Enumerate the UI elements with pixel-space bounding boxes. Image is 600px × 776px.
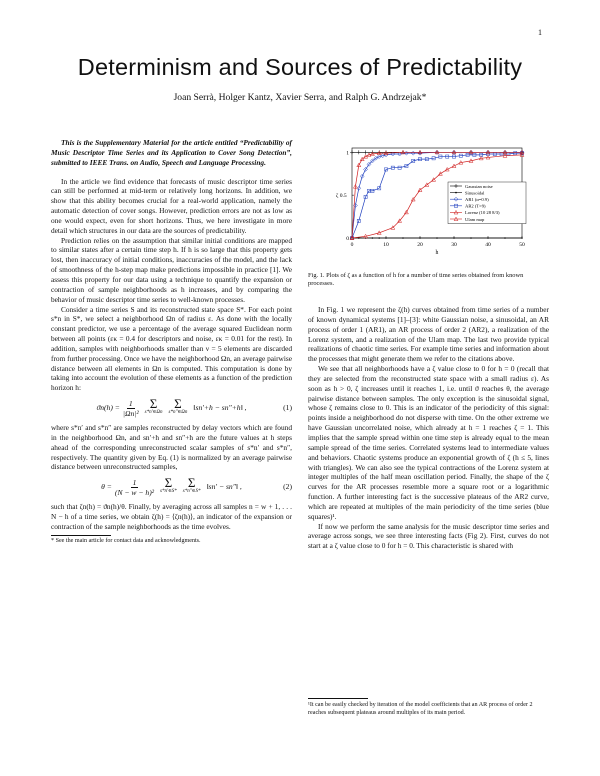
- paragraph-fig-description: In Fig. 1 we represent the ζ(h) curves obtained from time series of a number of known dynamical systems [1]–[3]: white Gaussian noise, a sinusoidal, an AR process of order 1 (AR1), an AR process of order 2 (AR2), a realization of the Lorenz system, and a realization of the Ulam map. The last two provide typical realizations of chaotic time series. For example time series and information about the processes that might generate them we refer to the citations above.: [308, 305, 549, 364]
- plus-marker: [357, 150, 361, 154]
- eq2-sum-index-1: s*n′∈S*: [160, 489, 177, 495]
- eq1-fraction: [123, 399, 139, 418]
- eq1-number: (1): [283, 403, 292, 413]
- footnote-rule: [51, 535, 111, 536]
- x-tick-label: 20: [417, 242, 423, 248]
- footnote-rule: [308, 698, 368, 699]
- plus-marker: [364, 150, 368, 154]
- eq1-sum-index-2: s*n″∈Ωn: [168, 410, 188, 416]
- paper-title: Determinism and Sources of Predictability: [77, 54, 523, 80]
- legend-entry: Ulam map: [465, 216, 485, 222]
- paragraph-method: Consider a time series S and its reconstructed state space S*. For each point s*n in S*, we select a neighborhood Ωn of radius ε. As done with the locally constant predictor, we use a percentage of the average squared Euclidean norm between all points (εκ = 0.4 for descriptors and noise, εκ = 0.01 for the rest). In addition, samples with neighborhoods smaller than ν = 5 elements are discarded from further processing. Once we have the neighborhood Ωn, an average pairwise distance between all elements in Ωn is computed. This computation is done by taking into account the evolution of these elements as a function of the prediction horizon h:: [51, 304, 292, 393]
- eq2-numerator: 1: [132, 477, 137, 487]
- legend-entry: AR1 (α=0.9): [465, 197, 489, 202]
- summation-symbol: Σ: [164, 475, 173, 491]
- summation-symbol: Σ: [187, 475, 196, 491]
- legend-entry: AR2 (T=9): [465, 203, 486, 209]
- legend-entry: Sinusoidal: [465, 190, 485, 196]
- eq2-sum-index-2: s*n″∈S*: [182, 489, 201, 495]
- legend-entry: Gaussian noise: [465, 183, 493, 189]
- right-footnote: ¹It can be easily checked by iteration of the model coefficients that an AR process of order 2 reaches subsequent plateaus around multiples of its main period.: [308, 702, 533, 716]
- eq1-body: ‖sn′+h − sn″+h‖ ,: [193, 403, 247, 413]
- eq1-sum-2: [168, 396, 188, 416]
- summation-symbol: Σ: [149, 396, 158, 412]
- dot-marker: [487, 237, 489, 239]
- author-list: Joan Serrà, Holger Kantz, Xavier Serra, and Ralph G. Andrzejak*: [173, 92, 427, 103]
- dot-marker: [453, 237, 455, 239]
- eq2-sum-1: [160, 475, 177, 495]
- paragraph-where: where s*n′ and s*n″ are samples reconstructed by delay vectors which are found in the neighborhood Ωn, and sn′+h and sn″+h are the future values at h steps ahead of the corresponding unreconstructed scalar samples of s*n′ and s*n″, respectively. The quantity given by Eq. (1) is normalized by an average pairwise distance between unreconstructed samples,: [51, 423, 292, 472]
- x-tick-label: 40: [485, 242, 491, 248]
- x-axis-label: h: [435, 250, 439, 256]
- eq1-sum-index-1: s*n′∈Ωn: [144, 410, 163, 416]
- y-tick-label: 1: [346, 150, 349, 157]
- abstract: This is the Supplementary Material for the article entitled “Predictability of Music Descriptor Time Series and its Application to Cover Song Detection”, submitted to IEEE Trans. on Audio, Speech and Language Processing.: [51, 138, 292, 167]
- left-footnote: * See the main article for contact data and acknowledgments.: [51, 537, 201, 544]
- eq1-sum-1: [144, 396, 163, 416]
- dot-marker: [455, 192, 457, 194]
- equation-2: [51, 472, 292, 502]
- figure-plot: [330, 140, 552, 268]
- paragraph-intro: In the article we find evidence that forecasts of music descriptor time series can still be performed at mid-term or relatively long horizons. In addition, we show that this ability becomes crucial for a real-world application, namely the automatic detection of cover songs. However, prediction errors are not as low as one would expect, even for short horizons. Thus, we here investigate in more detail which structures in our data are the sources of predictability.: [51, 176, 292, 235]
- eq2-lhs: θ =: [101, 482, 112, 492]
- eq2-number: (2): [283, 482, 292, 492]
- eq1-numerator: 1: [128, 398, 133, 408]
- x-tick-label: 50: [519, 242, 525, 248]
- eq2-fraction: [115, 478, 154, 497]
- figure-caption: Fig. 1. Plots of ζ as a function of h for a number of time series obtained from known processes.: [308, 272, 524, 288]
- dot-marker: [419, 237, 421, 239]
- paragraph-prediction: Prediction relies on the assumption that similar initial conditions are mapped to similar states after a certain time step h. If h is so large that this property gets lost, then inaccuracy of initial conditions, inaccuracies of the model, and the lack of smoothness of the h-step map make predictions impossible in practice [1]. We assess this property for our data using a technique to quantify the expansion or contraction of sample neighborhoods as h increases, and by comparing the behavior of music descriptor time series to well-known processes.: [51, 235, 292, 304]
- paragraph-normalize: such that ζn(h) = ϑn(h)/θ. Finally, by averaging across all samples n = w + 1, . . . N − h of a time series, we obtain ζ(h) = ⟨ζn(h)⟩, an indicator of the expansion or contraction of the sample neighborhoods as the time evolves.: [51, 502, 292, 531]
- right-column: [308, 305, 549, 551]
- paragraph-neighborhoods: We see that all neighborhoods have a ζ value close to 0 for h = 0 (recall that they are selected from the reconstructed state space with a small radius ε). As soon as h > 0, ζ increases until it reaches 1, i.e. until ϑ reaches θ, the average pairwise distance between samples. The only exception is the sinusoidal signal, whose ζ remains close to 0. This is an indicator of the periodicity of this signal: points inside a neighborhood do not disperse with time. On the other extreme we have Gaussian uncorrelated noise, which already at h = 1 reaches ζ = 1. This implies that the sample spread within one time step is already equal to the mean sample spread of the time series. Correlated systems lead to intermediate values and behaviors. Chaotic systems produce an exponential growth of ζ (h ≤ 5, lines with triangles). We can also see the typical contractions of the Lorenz system at integer multiples of the half mean oscillation period. Finally, the shape of the ζ curves for the AR processes resemble more a square root or a logarithmic function. A further interesting fact is the successive plateaus of the AR2 curve, which are repeated at multiples of the main periodicity of the time series (blue squares)¹.: [308, 364, 549, 521]
- legend-entry: Lorenz (10 28 8/3): [465, 210, 500, 216]
- x-tick-label: 30: [451, 242, 457, 248]
- dot-marker: [372, 237, 374, 239]
- plot-legend: [448, 182, 526, 224]
- paragraph-music-analysis: If now we perform the same analysis for the music descriptor time series and average across songs, we see three interesting facts (Fig 2). First, curves do not start at a ζ value close to 0 for h = 0. This characteristic is shared with: [308, 521, 549, 551]
- dot-marker: [504, 237, 506, 239]
- summation-symbol: Σ: [174, 396, 182, 412]
- dot-marker: [402, 237, 404, 239]
- dot-marker: [521, 237, 523, 239]
- page-number: 1: [538, 28, 542, 37]
- right-footnote-block: [308, 698, 549, 717]
- y-tick-label: 0: [346, 236, 349, 242]
- y-axis-label: ζ 0.5: [336, 193, 347, 200]
- plus-marker: [350, 150, 354, 154]
- dot-marker: [470, 237, 472, 239]
- x-tick-label: 10: [383, 242, 389, 248]
- left-column: [51, 138, 292, 545]
- figure-1: [330, 140, 552, 268]
- eq2-sum-2: [182, 475, 201, 495]
- dot-marker: [378, 237, 380, 239]
- dot-marker: [436, 237, 438, 239]
- dot-marker: [385, 237, 387, 239]
- eq2-denominator: (N − w − h)²: [114, 487, 155, 497]
- equation-1: [51, 393, 292, 423]
- eq1-denominator: |Ωn|²: [122, 408, 139, 418]
- x-tick-label: 0: [350, 242, 354, 248]
- eq2-body: ‖sn′ − sn″‖ ,: [206, 482, 242, 492]
- eq1-lhs: ϑn(h) =: [96, 403, 120, 413]
